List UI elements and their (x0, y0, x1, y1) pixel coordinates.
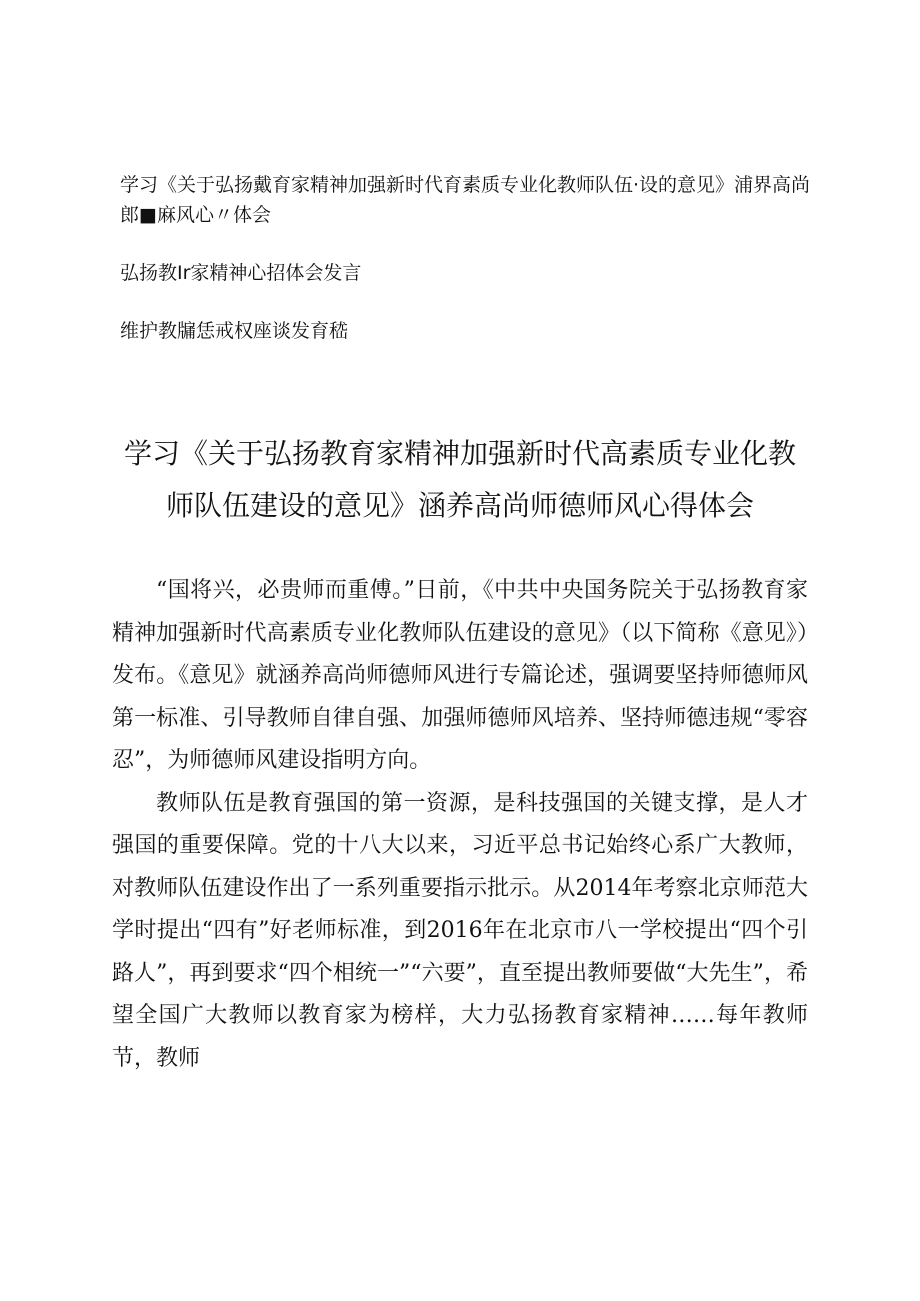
paragraph: 教师队伍是教育强国的第一资源，是科技强国的关键支撑，是人才强国的重要保障。党的十八大以来，习近平总书记始终心系广大教师，对教师队伍建设作出了一系列重要指示批示。从2014年考察北京师范大学时提出“四有”好老师标准，到2016年在北京市八一学校提出“四个引路人”，再到要求“四个相统一”“六要”，直至提出教师要做“大先生”，希望全国广大教师以教育家为榜样，大力弘扬教育家精神……每年教师节，教师 (112, 790, 808, 1071)
toc-item: 维护教牖恁戒权座谈发育嵇 (120, 320, 349, 342)
paragraph: “国将兴，必贵师而重傅。”日前，《中共中央国务院关于弘扬教育家精神加强新时代高素质专业化教师队伍建设的意见》（以下简称《意见》）发布。《意见》就涵养高尚师德师风进行专篇论述，强调要坚持师德师风第一标准、引导教师自律自强、加强师德师风培养、坚持师德违规“零容忍”，为师德师风建设指明方向。 (112, 578, 808, 773)
table-of-contents (120, 170, 820, 374)
article-body (112, 570, 808, 1080)
toc-item: 弘扬教Ir家精神心招体会发言 (120, 262, 362, 284)
article-title (110, 428, 810, 532)
toc-item: 学习《关于弘扬戴育家精神加强新时代育素质专业化教师队伍·设的意见》浦界高尚郎■麻风心〃体会 (120, 174, 811, 226)
title-line-1: 学习《关于弘扬教育家精神加强新时代高素质专业化教 (123, 437, 796, 470)
title-line-2: 师队伍建设的意见》涵养高尚师德师风心得体会 (165, 489, 754, 522)
